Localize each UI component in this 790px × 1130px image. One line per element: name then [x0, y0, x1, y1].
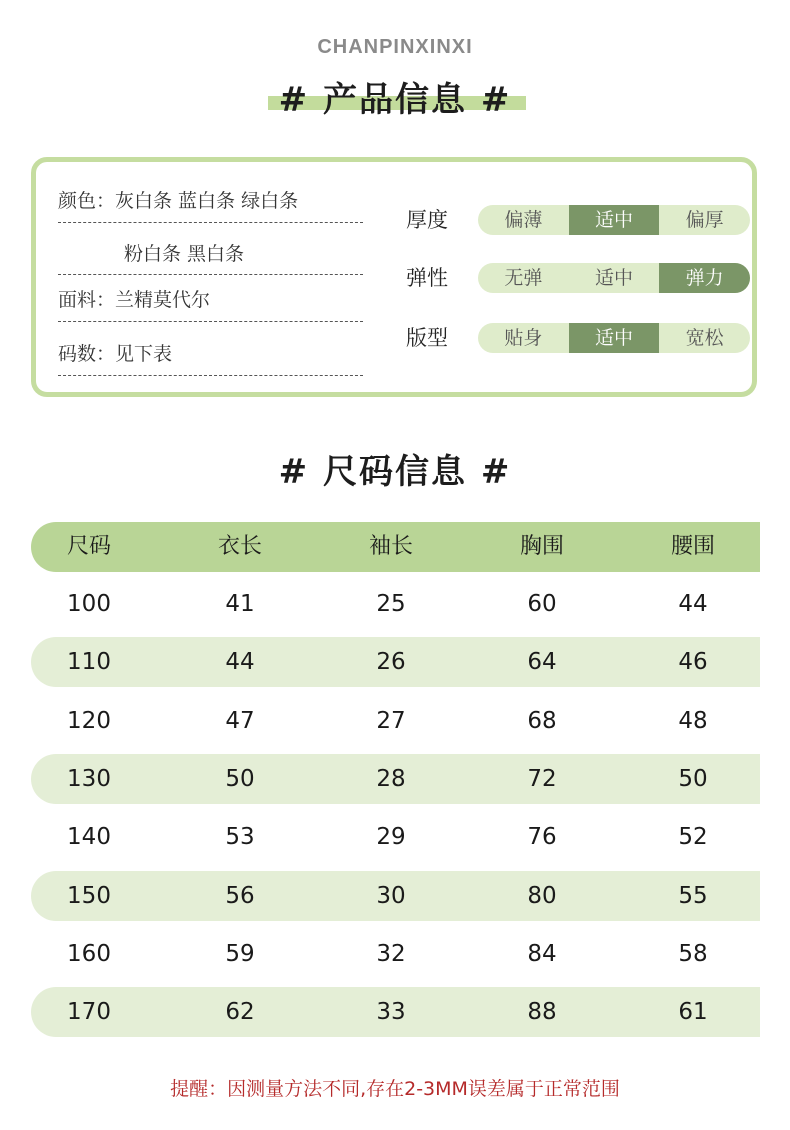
table-cell: 80 — [527, 883, 557, 909]
size-title: # 尺码信息 # — [278, 452, 512, 492]
attribute-option-selected: 弹力 — [659, 263, 750, 293]
table-cell: 58 — [678, 941, 708, 967]
fabric-value: 兰精莫代尔 — [115, 289, 211, 311]
table-row — [31, 871, 760, 921]
table-header-cell: 衣长 — [217, 534, 262, 559]
table-cell: 62 — [225, 999, 255, 1025]
attribute-scale — [478, 263, 750, 293]
product-title-section — [0, 72, 790, 122]
attribute-option: 适中 — [595, 267, 634, 289]
color-line — [58, 180, 363, 223]
table-cell: 27 — [376, 708, 406, 734]
table-header-cell: 尺码 — [66, 534, 111, 559]
table-cell: 60 — [527, 591, 557, 617]
table-cell: 56 — [225, 883, 255, 909]
table-cell: 29 — [376, 824, 406, 850]
attribute-scale — [478, 323, 750, 353]
table-header — [31, 522, 760, 572]
table-cell: 150 — [67, 883, 111, 909]
table-cell: 41 — [225, 591, 255, 617]
attribute-scale — [478, 205, 750, 235]
attribute-option-selected: 适中 — [569, 323, 660, 353]
table-cell: 52 — [678, 824, 708, 850]
size-label: 码数： — [58, 343, 116, 365]
table-cell: 46 — [678, 649, 708, 675]
table-cell: 160 — [67, 941, 111, 967]
table-cell: 110 — [67, 649, 111, 675]
table-cell: 64 — [527, 649, 557, 675]
table-row — [31, 929, 760, 979]
attribute-label: 厚度 — [406, 208, 448, 232]
attribute-label: 版型 — [406, 326, 448, 350]
table-cell: 120 — [67, 708, 111, 734]
color-line-2 — [58, 233, 363, 275]
color-value: 灰白条 蓝白条 绿白条 — [115, 190, 299, 212]
table-cell: 25 — [376, 591, 406, 617]
table-cell: 44 — [225, 649, 255, 675]
table-cell: 59 — [225, 941, 255, 967]
table-cell: 26 — [376, 649, 406, 675]
subtitle: CHANPINXINXI — [317, 36, 473, 58]
table-cell: 48 — [678, 708, 708, 734]
table-cell: 140 — [67, 824, 111, 850]
table-cell: 88 — [527, 999, 557, 1025]
table-cell: 50 — [225, 766, 255, 792]
table-cell: 33 — [376, 999, 406, 1025]
table-cell: 55 — [678, 883, 708, 909]
table-row — [31, 579, 760, 629]
table-cell: 61 — [678, 999, 708, 1025]
table-cell: 130 — [67, 766, 111, 792]
attribute-option: 无弹 — [504, 267, 543, 289]
table-cell: 170 — [67, 999, 111, 1025]
table-cell: 50 — [678, 766, 708, 792]
table-cell: 53 — [225, 824, 255, 850]
table-cell: 30 — [376, 883, 406, 909]
fabric-label: 面料： — [58, 289, 116, 311]
size-value: 见下表 — [115, 343, 173, 365]
table-cell: 76 — [527, 824, 557, 850]
table-cell: 72 — [527, 766, 557, 792]
product-title: # 产品信息 # — [278, 80, 512, 120]
table-row — [31, 754, 760, 804]
attribute-option: 偏厚 — [685, 209, 724, 231]
table-cell: 28 — [376, 766, 406, 792]
table-cell: 32 — [376, 941, 406, 967]
attribute-option-selected: 适中 — [569, 205, 660, 235]
size-line — [58, 333, 363, 376]
measurement-note: 提醒：因测量方法不同,存在2-3MM误差属于正常范围 — [170, 1078, 620, 1100]
size-title-section — [0, 444, 790, 494]
attribute-option: 偏薄 — [504, 209, 543, 231]
table-cell: 68 — [527, 708, 557, 734]
color-value-2: 粉白条 黑白条 — [124, 243, 245, 265]
table-row — [31, 987, 760, 1037]
attribute-option: 贴身 — [504, 327, 543, 349]
table-header-cell: 腰围 — [670, 534, 715, 559]
table-row — [31, 637, 760, 687]
fabric-line — [58, 279, 363, 322]
table-row — [31, 812, 760, 862]
attribute-option: 宽松 — [685, 327, 724, 349]
table-header-cell: 袖长 — [368, 534, 413, 559]
table-cell: 100 — [67, 591, 111, 617]
color-label: 颜色： — [58, 190, 116, 212]
table-row — [31, 696, 760, 746]
table-cell: 84 — [527, 941, 557, 967]
table-cell: 47 — [225, 708, 255, 734]
attribute-label: 弹性 — [406, 266, 448, 290]
product-info-box — [31, 157, 757, 397]
table-header-cell: 胸围 — [519, 534, 564, 559]
table-cell: 44 — [678, 591, 708, 617]
